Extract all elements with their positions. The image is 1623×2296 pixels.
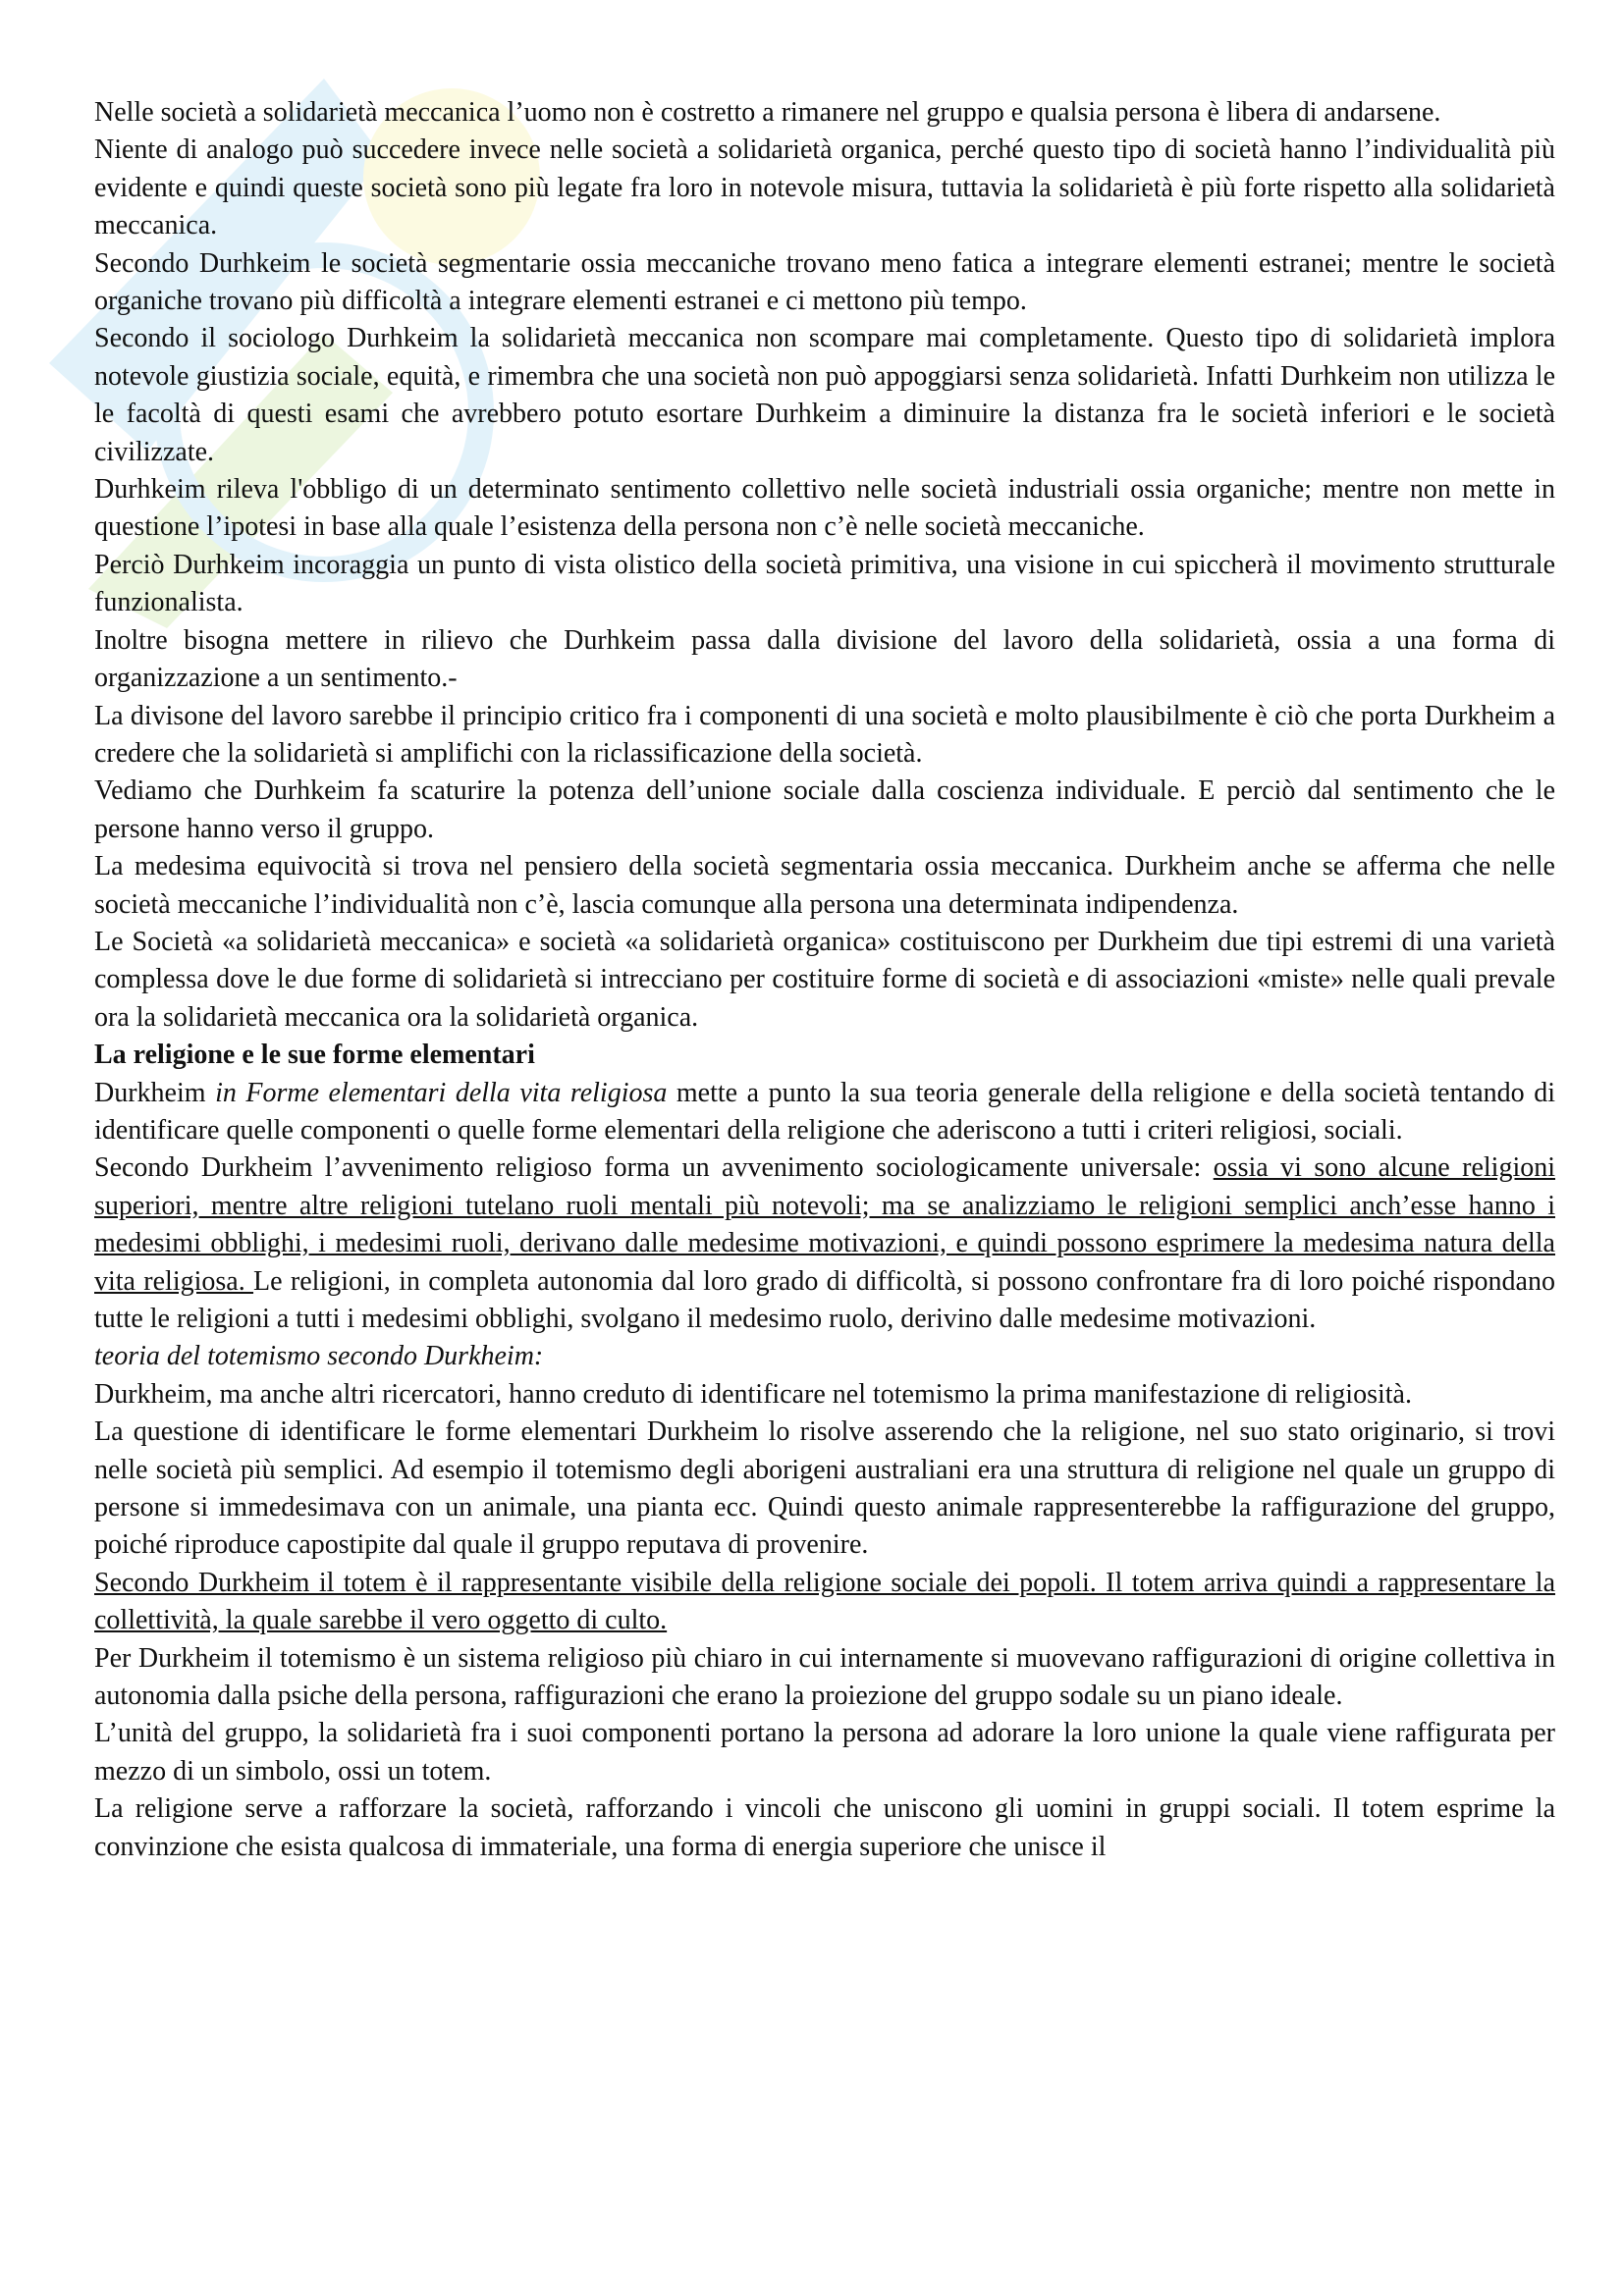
- subheading: teoria del totemismo secondo Durkheim:: [94, 1341, 544, 1372]
- book-title: in Forme elementari della vita religiosa: [215, 1077, 668, 1108]
- document-page: [94, 94, 1555, 1866]
- text-run: Secondo Durkheim l’avvenimento religioso forma un avvenimento sociologicamente universale:: [94, 1152, 1214, 1184]
- paragraph: Secondo Durhkeim le società segmentarie ossia meccaniche trovano meno fatica a integrare elementi estranei; mentre le società organiche trovano più difficoltà a integrare elementi estranei e ci mettono più tempo.: [94, 247, 1555, 317]
- paragraph: Vediamo che Durhkeim fa scaturire la potenza dell’unione sociale dalla coscienza individuale. E perciò dal sentimento che le persone hanno verso il gruppo.: [94, 775, 1555, 844]
- paragraph: Niente di analogo può succedere invece nelle società a solidarietà organica, perché questo tipo di società hanno l’individualità più evidente e quindi queste società sono più legate fra loro in notevole misura, tuttavia la solidarietà è più forte rispetto alla solidarietà meccanica.: [94, 134, 1555, 241]
- paragraph: L’unità del gruppo, la solidarietà fra i suoi componenti portano la persona ad adorare la loro unione la quale viene raffigurata per mezzo di un simbolo, ossi un totem.: [94, 1718, 1555, 1787]
- text-run: Durkheim: [94, 1077, 216, 1108]
- paragraph: [94, 1075, 1555, 1150]
- paragraph: La medesima equivocità si trova nel pensiero della società segmentaria ossia meccanica. Durkheim anche se afferma che nelle società meccaniche l’individualità non c’è, lascia comunque alla persona una determinata indipendenza.: [94, 851, 1555, 920]
- underlined-passage: ossia vi sono alcune religioni superiori, mentre altre religioni tutelano ruoli mentali più notevoli; ma se analizziamo le religioni semplici anch’esse hanno i medesimi obblighi, i medesimi ruoli, derivano dalle medesime motivazioni, e quindi possono esprimere la medesima natura della vita religiosa.: [94, 1152, 1556, 1297]
- text-run: Le religioni, in completa autonomia dal loro grado di difficoltà, si possono confrontare fra di loro poiché rispondano tutte le religioni a tutti i medesimi obblighi, svolgano il medesimo ruolo, derivino dalle medesime motivazioni.: [94, 1265, 1555, 1334]
- paragraph: Le Società «a solidarietà meccanica» e società «a solidarietà organica» costituiscono per Durkheim due tipi estremi di una varietà complessa dove le due forme di solidarietà si intrecciano per costituire forme di società e di associazioni «miste» nelle quali prevale ora la solidarietà meccanica ora la solidarietà organica.: [94, 926, 1555, 1033]
- section-heading: La religione e le sue forme elementari: [94, 1040, 535, 1071]
- paragraph: Secondo il sociologo Durhkeim la solidarietà meccanica non scompare mai completamente. Questo tipo di solidarietà implora notevole giustizia sociale, equità, e rimembra che una società non può appoggiarsi senza solidarietà. Infatti Durhkeim non utilizza le le facoltà di questi esami che avrebbero potuto esortare Durhkeim a diminuire la distanza fra le società inferiori e le società civilizzate.: [94, 323, 1555, 467]
- paragraph: Per Durkheim il totemismo è un sistema religioso più chiaro in cui internamente si muovevano raffigurazioni di origine collettiva in autonomia dalla psiche della persona, raffigurazioni che erano la proiezione del gruppo sodale su un piano ideale.: [94, 1642, 1555, 1712]
- paragraph: Perciò Durhkeim incoraggia un punto di vista olistico della società primitiva, una visione in cui spiccherà il movimento strutturale funzionalista.: [94, 549, 1555, 618]
- paragraph: Nelle società a solidarietà meccanica l’uomo non è costretto a rimanere nel gruppo e qualsia persona è libera di andarsene.: [94, 97, 1441, 128]
- paragraph: [94, 1565, 1555, 1640]
- paragraph: Durkheim, ma anche altri ricercatori, hanno creduto di identificare nel totemismo la prima manifestazione di religiosità.: [94, 1378, 1412, 1410]
- paragraph: [94, 1149, 1555, 1338]
- paragraph: Inoltre bisogna mettere in rilievo che Durhkeim passa dalla divisione del lavoro della solidarietà, ossia a una forma di organizzazione a un sentimento.-: [94, 624, 1555, 694]
- paragraph: La religione serve a rafforzare la società, rafforzando i vincoli che uniscono gli uomini in gruppi sociali. Il totem esprime la convinzione che esista qualcosa di immateriale, una forma di energia superiore che unisce il: [94, 1793, 1555, 1862]
- paragraph: La questione di identificare le forme elementari Durkheim lo risolve asserendo che la religione, nel suo stato originario, si trovi nelle società più semplici. Ad esempio il totemismo degli aborigeni australiani era una struttura di religione nel quale un gruppo di persone si immedesimava con un animale, una pianta ecc. Quindi questo animale rappresenterebbe la raffigurazione del gruppo, poiché riproduce capostipite dal quale il gruppo reputava di provenire.: [94, 1416, 1555, 1561]
- paragraph: La divisone del lavoro sarebbe il principio critico fra i componenti di una società e molto plausibilmente è ciò che porta Durkheim a credere che la solidarietà si amplifichi con la riclassificazione della società.: [94, 700, 1555, 769]
- paragraph: Durhkeim rileva l'obbligo di un determinato sentimento collettivo nelle società industriali ossia organiche; mentre non mette in questione l’ipotesi in base alla quale l’esistenza della persona non c’è nelle società meccaniche.: [94, 474, 1555, 543]
- underlined-passage: Secondo Durkheim il totem è il rappresentante visibile della religione sociale dei popoli. Il totem arriva quindi a rappresentare la collettività, la quale sarebbe il vero oggetto di culto.: [94, 1567, 1555, 1636]
- text-run: mette a punto la sua teoria generale della religione e della società tentando di identificare quelle componenti o quelle forme elementari della religione che aderiscono a tutti i criteri religiosi, sociali.: [94, 1077, 1555, 1146]
